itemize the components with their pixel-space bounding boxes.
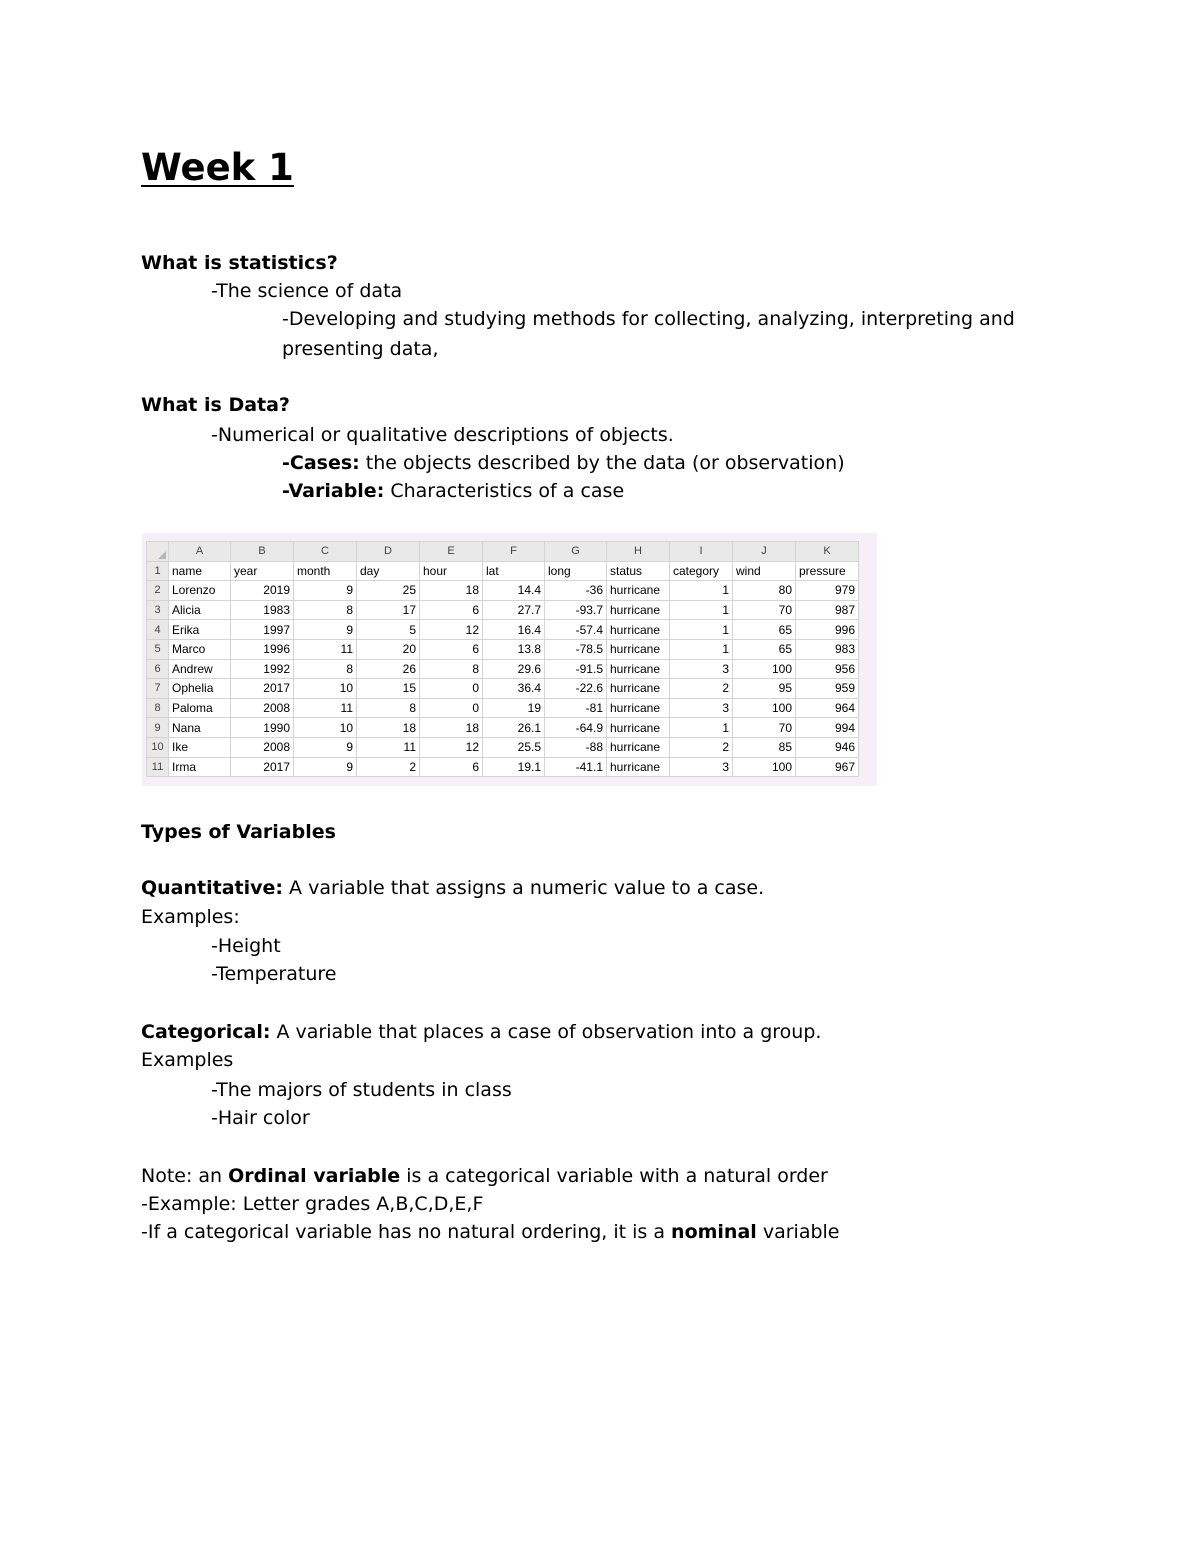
column-header: pressure <box>796 561 859 581</box>
row-number: 3 <box>147 600 169 620</box>
table-cell: 27.7 <box>483 600 545 620</box>
table-cell: 1 <box>670 620 733 640</box>
variable-text: Characteristics of a case <box>384 480 625 502</box>
quantitative-definition <box>141 876 764 900</box>
column-letter: G <box>545 542 607 562</box>
categorical-definition <box>141 1020 821 1044</box>
table-cell: 9 <box>294 737 357 757</box>
table-cell: 959 <box>796 679 859 699</box>
table-cell: 25.5 <box>483 737 545 757</box>
table-cell: 100 <box>733 698 796 718</box>
table-cell: hurricane <box>607 639 670 659</box>
table-cell: 1997 <box>231 620 294 640</box>
table-row <box>147 581 859 601</box>
table-cell: hurricane <box>607 698 670 718</box>
cases-text: the objects described by the data (or observation) <box>359 452 845 474</box>
table-cell: Ike <box>169 737 231 757</box>
column-header: category <box>670 561 733 581</box>
statistics-line-2b: presenting data, <box>282 338 439 360</box>
table-cell: Marco <box>169 639 231 659</box>
row-number: 1 <box>147 561 169 581</box>
column-header: year <box>231 561 294 581</box>
table-cell: 85 <box>733 737 796 757</box>
table-cell: 0 <box>420 679 483 699</box>
table-cell: 6 <box>420 600 483 620</box>
row-number: 7 <box>147 679 169 699</box>
spreadsheet-table <box>146 541 859 777</box>
column-letter: E <box>420 542 483 562</box>
table-cell: 3 <box>670 659 733 679</box>
table-cell: 6 <box>420 757 483 777</box>
column-header: long <box>545 561 607 581</box>
table-cell: 1 <box>670 718 733 738</box>
categorical-text: A variable that places a case of observation into a group. <box>270 1021 822 1043</box>
table-cell: 0 <box>420 698 483 718</box>
table-cell: 1983 <box>231 600 294 620</box>
table-cell: 1 <box>670 600 733 620</box>
table-cell: 2008 <box>231 737 294 757</box>
ordinal-term: Ordinal variable <box>228 1165 401 1187</box>
types-heading: Types of Variables <box>141 821 336 843</box>
table-cell: hurricane <box>607 600 670 620</box>
table-cell: 1996 <box>231 639 294 659</box>
table-cell: 946 <box>796 737 859 757</box>
table-row <box>147 698 859 718</box>
table-cell: hurricane <box>607 757 670 777</box>
row-number: 9 <box>147 718 169 738</box>
table-cell: 36.4 <box>483 679 545 699</box>
table-cell: 2019 <box>231 581 294 601</box>
column-letter: K <box>796 542 859 562</box>
note-suffix: is a categorical variable with a natural order <box>400 1165 828 1187</box>
column-header: month <box>294 561 357 581</box>
table-row <box>147 718 859 738</box>
table-cell: hurricane <box>607 679 670 699</box>
table-cell: 70 <box>733 600 796 620</box>
table-cell: 1 <box>670 581 733 601</box>
table-cell: Andrew <box>169 659 231 679</box>
column-header: day <box>357 561 420 581</box>
table-cell: 2 <box>670 737 733 757</box>
table-cell: Paloma <box>169 698 231 718</box>
table-cell: 2017 <box>231 757 294 777</box>
table-cell: 9 <box>294 620 357 640</box>
table-cell: 956 <box>796 659 859 679</box>
table-cell: 13.8 <box>483 639 545 659</box>
data-cases-line <box>282 451 845 475</box>
table-cell: 8 <box>294 600 357 620</box>
quantitative-examples-label: Examples: <box>141 906 240 928</box>
table-cell: 14.4 <box>483 581 545 601</box>
column-letter: F <box>483 542 545 562</box>
row-number: 5 <box>147 639 169 659</box>
table-cell: -64.9 <box>545 718 607 738</box>
nominal-suffix: variable <box>756 1221 840 1243</box>
note-nominal-line <box>141 1220 840 1244</box>
table-cell: 19.1 <box>483 757 545 777</box>
note-ordinal-line <box>141 1164 828 1188</box>
table-cell: 996 <box>796 620 859 640</box>
row-number: 10 <box>147 737 169 757</box>
table-cell: 12 <box>420 737 483 757</box>
spreadsheet-image <box>142 533 877 786</box>
row-number: 8 <box>147 698 169 718</box>
table-cell: 26.1 <box>483 718 545 738</box>
table-row <box>147 737 859 757</box>
column-letter: C <box>294 542 357 562</box>
table-cell: 29.6 <box>483 659 545 679</box>
table-cell: hurricane <box>607 659 670 679</box>
table-cell: 95 <box>733 679 796 699</box>
column-letter: J <box>733 542 796 562</box>
variable-label: -Variable: <box>282 480 385 502</box>
row-number: 11 <box>147 757 169 777</box>
table-cell: -81 <box>545 698 607 718</box>
table-row <box>147 757 859 777</box>
table-cell: 8 <box>357 698 420 718</box>
table-cell: Alicia <box>169 600 231 620</box>
column-letter: I <box>670 542 733 562</box>
table-cell: -36 <box>545 581 607 601</box>
table-cell: 2 <box>357 757 420 777</box>
column-letter: B <box>231 542 294 562</box>
row-number: 6 <box>147 659 169 679</box>
table-cell: 18 <box>420 718 483 738</box>
table-cell: 65 <box>733 620 796 640</box>
table-cell: 964 <box>796 698 859 718</box>
categorical-examples-label: Examples <box>141 1049 234 1071</box>
table-row <box>147 600 859 620</box>
column-header: hour <box>420 561 483 581</box>
categorical-label: Categorical: <box>141 1021 271 1043</box>
table-cell: 2008 <box>231 698 294 718</box>
table-cell: 10 <box>294 718 357 738</box>
table-cell: 983 <box>796 639 859 659</box>
categorical-example: -Hair color <box>211 1107 310 1129</box>
table-cell: hurricane <box>607 737 670 757</box>
table-cell: -88 <box>545 737 607 757</box>
table-cell: 20 <box>357 639 420 659</box>
page-title: Week 1 <box>141 146 294 189</box>
table-cell: 11 <box>294 639 357 659</box>
table-cell: 65 <box>733 639 796 659</box>
table-cell: 5 <box>357 620 420 640</box>
table-cell: 100 <box>733 659 796 679</box>
table-row <box>147 639 859 659</box>
quantitative-example: -Height <box>211 935 281 957</box>
table-cell: 70 <box>733 718 796 738</box>
note-prefix: Note: an <box>141 1165 229 1187</box>
table-cell: 979 <box>796 581 859 601</box>
table-row <box>147 620 859 640</box>
note-example-line: -Example: Letter grades A,B,C,D,E,F <box>141 1193 484 1215</box>
categorical-example: -The majors of students in class <box>211 1079 512 1101</box>
table-cell: Erika <box>169 620 231 640</box>
table-cell: 967 <box>796 757 859 777</box>
table-cell: -57.4 <box>545 620 607 640</box>
table-cell: 16.4 <box>483 620 545 640</box>
table-cell: Nana <box>169 718 231 738</box>
table-cell: 17 <box>357 600 420 620</box>
table-row <box>147 679 859 699</box>
table-cell: 3 <box>670 757 733 777</box>
table-cell: -93.7 <box>545 600 607 620</box>
quantitative-example: -Temperature <box>211 963 337 985</box>
table-cell: 994 <box>796 718 859 738</box>
table-cell: -41.1 <box>545 757 607 777</box>
statistics-line-1: -The science of data <box>211 280 403 302</box>
table-cell: -91.5 <box>545 659 607 679</box>
table-cell: 987 <box>796 600 859 620</box>
row-number: 2 <box>147 581 169 601</box>
column-header: name <box>169 561 231 581</box>
table-cell: 9 <box>294 581 357 601</box>
table-cell: Lorenzo <box>169 581 231 601</box>
table-cell: 1992 <box>231 659 294 679</box>
table-cell: Irma <box>169 757 231 777</box>
nominal-prefix: -If a categorical variable has no natural ordering, it is a <box>141 1221 672 1243</box>
column-letter: H <box>607 542 670 562</box>
table-cell: 26 <box>357 659 420 679</box>
table-cell: 2 <box>670 679 733 699</box>
table-cell: 1990 <box>231 718 294 738</box>
table-cell: hurricane <box>607 581 670 601</box>
table-cell: 6 <box>420 639 483 659</box>
table-cell: 8 <box>420 659 483 679</box>
table-cell: hurricane <box>607 718 670 738</box>
table-cell: 18 <box>420 581 483 601</box>
table-cell: 25 <box>357 581 420 601</box>
nominal-term: nominal <box>671 1221 757 1243</box>
table-cell: 15 <box>357 679 420 699</box>
table-cell: -22.6 <box>545 679 607 699</box>
table-cell: 11 <box>357 737 420 757</box>
statistics-line-2a: -Developing and studying methods for collecting, analyzing, interpreting and <box>282 308 1015 330</box>
select-all-corner <box>147 542 169 562</box>
table-cell: 11 <box>294 698 357 718</box>
statistics-heading: What is statistics? <box>141 252 338 274</box>
table-cell: 8 <box>294 659 357 679</box>
table-cell: 2017 <box>231 679 294 699</box>
column-header: lat <box>483 561 545 581</box>
table-cell: 18 <box>357 718 420 738</box>
column-letter: D <box>357 542 420 562</box>
header-row <box>147 561 859 581</box>
quantitative-text: A variable that assigns a numeric value to a case. <box>283 877 765 899</box>
quantitative-label: Quantitative: <box>141 877 283 899</box>
row-number: 4 <box>147 620 169 640</box>
table-cell: 3 <box>670 698 733 718</box>
table-cell: 1 <box>670 639 733 659</box>
data-line-1: -Numerical or qualitative descriptions of objects. <box>211 424 674 446</box>
table-cell: -78.5 <box>545 639 607 659</box>
table-cell: 100 <box>733 757 796 777</box>
table-cell: 12 <box>420 620 483 640</box>
cases-label: -Cases: <box>282 452 360 474</box>
column-header: status <box>607 561 670 581</box>
table-row <box>147 659 859 679</box>
table-cell: 10 <box>294 679 357 699</box>
table-cell: Ophelia <box>169 679 231 699</box>
column-letter-row <box>147 542 859 562</box>
table-cell: 19 <box>483 698 545 718</box>
column-letter: A <box>169 542 231 562</box>
table-cell: 80 <box>733 581 796 601</box>
table-cell: 9 <box>294 757 357 777</box>
data-heading: What is Data? <box>141 394 290 416</box>
data-variable-line <box>282 479 624 503</box>
table-cell: hurricane <box>607 620 670 640</box>
column-header: wind <box>733 561 796 581</box>
